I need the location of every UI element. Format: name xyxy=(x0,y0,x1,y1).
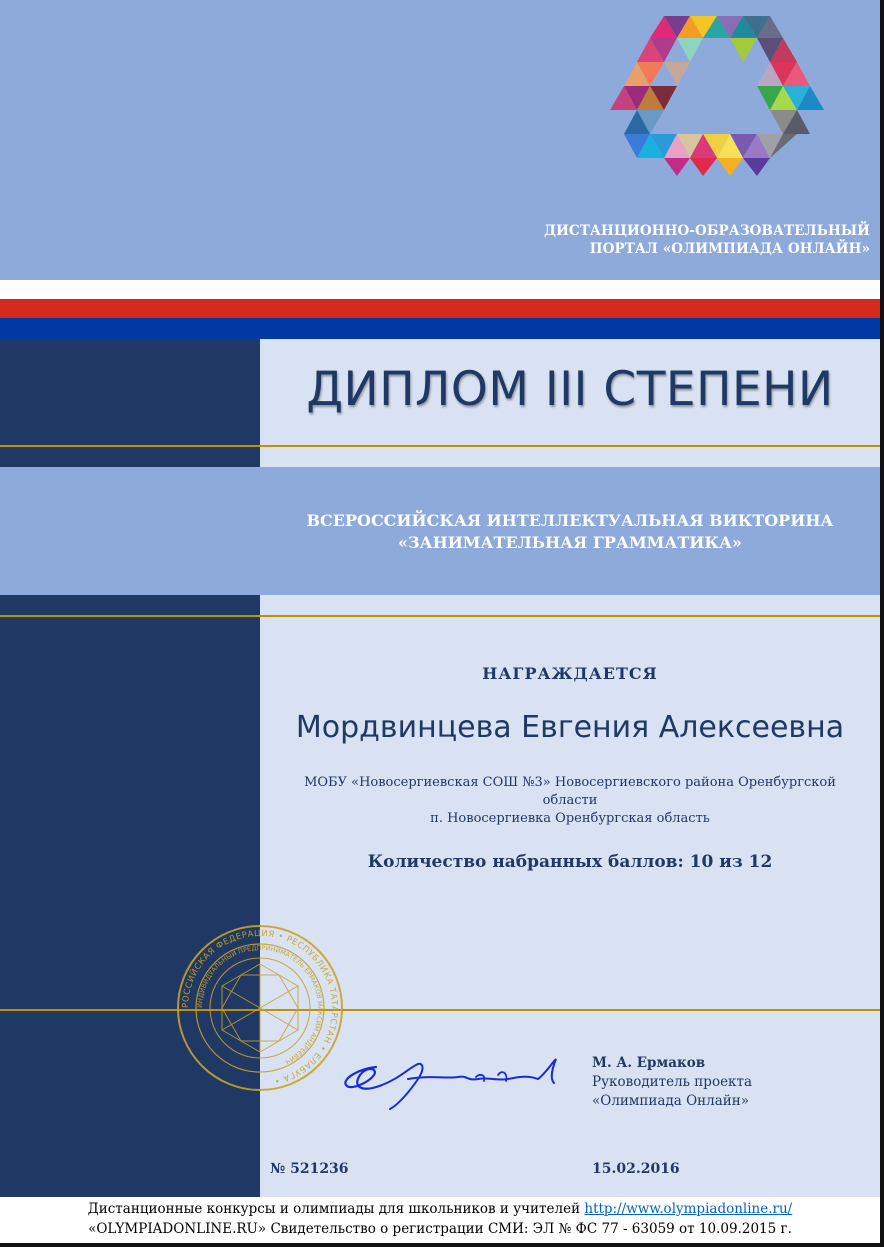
page-edge-bottom xyxy=(0,1243,884,1247)
seal-outer-text: РОССИЙСКАЯ ФЕДЕРАЦИЯ • РЕСПУБЛИКА ТАТАРСТАН • ЕЛАБУГА • xyxy=(180,928,340,1086)
flag-stripe-blue xyxy=(0,318,880,339)
awarded-label: НАГРАЖДАЕТСЯ xyxy=(482,664,658,683)
official-seal-icon xyxy=(176,924,344,1092)
diploma-title: ДИПЛОМ III СТЕПЕНИ xyxy=(306,362,834,417)
hexagon-logo-icon xyxy=(610,14,824,176)
contest-line1: ВСЕРОССИЙСКАЯ ИНТЕЛЛЕКТУАЛЬНАЯ ВИКТОРИНА xyxy=(306,511,834,530)
school-line3: п. Новосергиевка Оренбургская область xyxy=(430,811,710,826)
gold-rule xyxy=(0,1009,880,1011)
left-panel-top xyxy=(0,339,260,467)
signer-role-line1: Руководитель проекта xyxy=(592,1074,753,1090)
portal-link[interactable]: http://www.olympiadonline.ru/ xyxy=(584,1201,793,1217)
gold-rule xyxy=(0,615,880,617)
contest-line2: «ЗАНИМАТЕЛЬНАЯ ГРАММАТИКА» xyxy=(398,533,742,552)
score-text: Количество набранных баллов: 10 из 12 xyxy=(367,852,773,872)
school-line1: МОБУ «Новосергиевская СОШ №3» Новосергиевского района Оренбургской xyxy=(304,775,836,790)
portal-line2: ПОРТАЛ «ОЛИМПИАДА ОНЛАЙН» xyxy=(589,241,870,257)
contest-name xyxy=(260,510,880,554)
diploma-date: 15.02.2016 xyxy=(592,1161,680,1177)
footer-line1-text: Дистанционные конкурсы и олимпиады для школьников и учителей xyxy=(87,1201,581,1217)
footer-line2: «OLYMPIADONLINE.RU» Свидетельство о регистрации СМИ: ЭЛ № ФС 77 - 63059 от 10.09.2015 г. xyxy=(88,1221,792,1237)
school-line2: области xyxy=(542,793,598,808)
flag-stripe-white xyxy=(0,280,880,299)
gold-rule xyxy=(0,445,880,447)
flag-stripe-red xyxy=(0,299,880,318)
seal-inner-text: ИНДИВИДУАЛЬНЫЙ ПРЕДПРИНИМАТЕЛЬ ЕРМАКОВ МАКСИМ АНДРЕЕВИЧ xyxy=(195,943,325,1066)
portal-name xyxy=(520,222,870,258)
signature-icon xyxy=(338,1045,568,1117)
footer-line1 xyxy=(0,1199,880,1219)
page-edge-right xyxy=(880,0,884,1247)
portal-line1: ДИСТАНЦИОННО-ОБРАЗОВАТЕЛЬНЫЙ xyxy=(543,223,870,239)
signer-role-line2: «Олимпиада Онлайн» xyxy=(592,1093,750,1109)
signer-name: М. А. Ермаков xyxy=(592,1055,706,1071)
recipient-name: Мордвинцева Евгения Алексеевна xyxy=(295,710,845,745)
signer-block xyxy=(592,1054,862,1111)
left-panel-main xyxy=(0,595,260,1197)
school-info xyxy=(282,774,858,828)
diploma-number: № 521236 xyxy=(270,1161,349,1177)
